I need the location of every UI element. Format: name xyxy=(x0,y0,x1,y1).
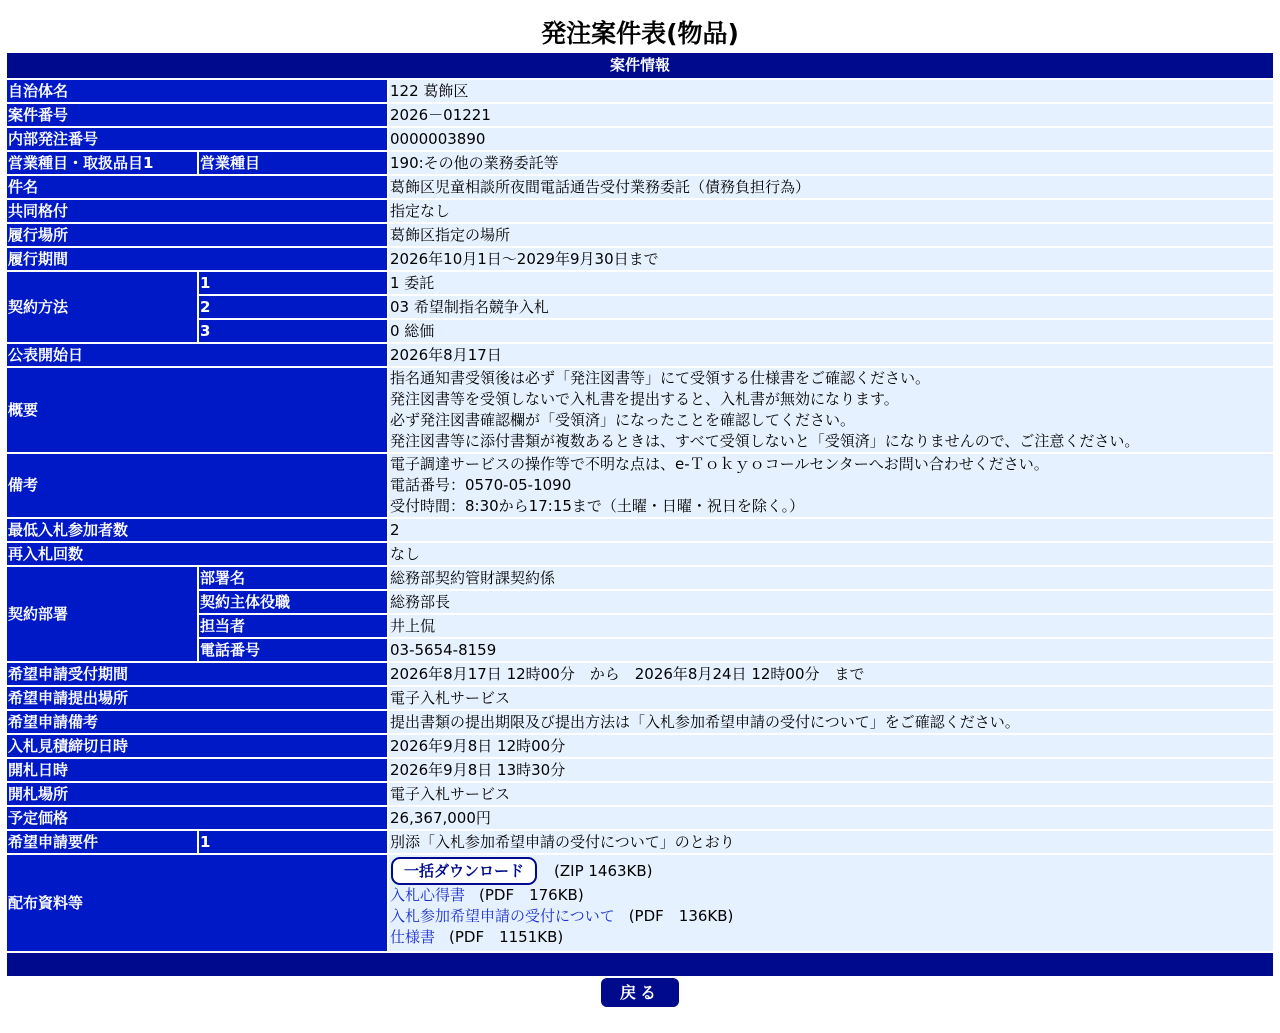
sublabel-contract-method: 2 xyxy=(197,296,387,318)
file-size: (PDF 176KB) xyxy=(479,886,584,904)
row-rebid-count xyxy=(7,543,1273,565)
value-rebid-count: なし xyxy=(387,543,1273,565)
label-place: 履行場所 xyxy=(7,224,387,246)
value-app-requirements: 別添「入札参加希望申請の受付について」のとおり xyxy=(387,831,1273,853)
remarks-line: 受付時間：8:30から17:15まで（土曜・日曜・祝日を除く。） xyxy=(390,497,805,515)
value-contract-method: 03 希望制指名競争入札 xyxy=(387,296,1273,318)
file-link-application-guide[interactable]: 入札参加希望申請の受付について xyxy=(390,907,615,925)
case-info-panel xyxy=(7,51,1273,976)
row-contract-method-2 xyxy=(7,296,1273,318)
value-contract-method: 1 委託 xyxy=(387,272,1273,294)
download-line xyxy=(390,855,1272,885)
value-app-place: 電子入札サービス xyxy=(387,687,1273,709)
zip-size: (ZIP 1463KB) xyxy=(554,862,653,880)
label-joint-rating: 共同格付 xyxy=(7,200,387,222)
row-bid-deadline xyxy=(7,735,1273,757)
section-header: 案件情報 xyxy=(7,53,1273,78)
value-dept-phone: 03-5654-8159 xyxy=(387,639,1273,661)
page-title: 発注案件表(物品) xyxy=(541,19,739,48)
row-opening-place xyxy=(7,783,1273,805)
value-business-type: 190:その他の業務委託等 xyxy=(387,152,1273,174)
row-place xyxy=(7,224,1273,246)
remarks-line: 電話番号：0570-05-1090 xyxy=(390,476,572,494)
case-info-table xyxy=(7,51,1273,953)
label-materials: 配布資料等 xyxy=(7,855,387,951)
value-case-number: 2026－01221 xyxy=(387,104,1273,126)
row-overview xyxy=(7,368,1273,452)
file-link-specification[interactable]: 仕様書 xyxy=(390,928,436,946)
label-case-number: 案件番号 xyxy=(7,104,387,126)
row-contract-method-1 xyxy=(7,272,1273,294)
value-opening-place: 電子入札サービス xyxy=(387,783,1273,805)
footer-band xyxy=(7,953,1273,976)
value-app-period: 2026年8月17日 12時00分 から 2026年8月24日 12時00分 まで xyxy=(387,663,1273,685)
row-business-type xyxy=(7,152,1273,174)
row-app-remarks xyxy=(7,711,1273,733)
row-subject xyxy=(7,176,1273,198)
row-opening-datetime xyxy=(7,759,1273,781)
label-overview: 概要 xyxy=(7,368,387,452)
row-publish-date xyxy=(7,344,1273,366)
value-place: 葛飾区指定の場所 xyxy=(387,224,1273,246)
label-app-requirements: 希望申請要件 xyxy=(7,831,197,853)
file-item xyxy=(390,927,1272,948)
file-link-bid-guidelines[interactable]: 入札心得書 xyxy=(390,886,466,904)
value-publish-date: 2026年8月17日 xyxy=(387,344,1273,366)
row-period xyxy=(7,248,1273,270)
value-remarks xyxy=(387,454,1273,517)
overview-line: 発注図書等に添付書類が複数あるときは、すべて受領しないと「受領済」になりませんので、ご注意ください。 xyxy=(390,432,1140,450)
value-estimated-price: 26,367,000円 xyxy=(387,807,1273,829)
value-dept-name: 総務部契約管財課契約係 xyxy=(387,567,1273,589)
value-municipality: 122 葛飾区 xyxy=(387,80,1273,102)
overview-line: 発注図書等を受領しないで入札書を提出すると、入札書が無効になります。 xyxy=(390,390,899,408)
sublabel-contract-method: 1 xyxy=(197,272,387,294)
value-dept-title: 総務部長 xyxy=(387,591,1273,613)
label-business-type: 営業種目・取扱品目1 xyxy=(7,152,197,174)
value-contract-method: 0 総価 xyxy=(387,320,1273,342)
label-bid-deadline: 入札見積締切日時 xyxy=(7,735,387,757)
value-subject: 葛飾区児童相談所夜間電話通告受付業務委託（債務負担行為） xyxy=(387,176,1273,198)
file-size: (PDF 1151KB) xyxy=(449,928,564,946)
row-app-place xyxy=(7,687,1273,709)
back-button[interactable]: 戻る xyxy=(601,978,679,1007)
row-internal-order xyxy=(7,128,1273,150)
row-estimated-price xyxy=(7,807,1273,829)
value-internal-order: 0000003890 xyxy=(387,128,1273,150)
value-joint-rating: 指定なし xyxy=(387,200,1273,222)
sublabel-dept-title: 契約主体役職 xyxy=(197,591,387,613)
row-contract-dept-2 xyxy=(7,591,1273,613)
value-overview xyxy=(387,368,1273,452)
label-app-place: 希望申請提出場所 xyxy=(7,687,387,709)
value-app-remarks: 提出書類の提出期限及び提出方法は「入札参加希望申請の受付について」をご確認ください。 xyxy=(387,711,1273,733)
label-opening-datetime: 開札日時 xyxy=(7,759,387,781)
row-app-period xyxy=(7,663,1273,685)
file-size: (PDF 136KB) xyxy=(628,907,734,925)
row-joint-rating xyxy=(7,200,1273,222)
label-min-participants: 最低入札参加者数 xyxy=(7,519,387,541)
value-min-participants: 2 xyxy=(387,519,1273,541)
row-contract-dept-3 xyxy=(7,615,1273,637)
row-remarks xyxy=(7,454,1273,517)
overview-line: 必ず発注図書確認欄が「受領済」になったことを確認してください。 xyxy=(390,411,856,429)
row-contract-method-3 xyxy=(7,320,1273,342)
label-rebid-count: 再入札回数 xyxy=(7,543,387,565)
value-materials xyxy=(387,855,1273,951)
row-materials xyxy=(7,855,1273,951)
label-subject: 件名 xyxy=(7,176,387,198)
label-contract-method: 契約方法 xyxy=(7,272,197,342)
sublabel-app-requirements: 1 xyxy=(197,831,387,853)
label-publish-date: 公表開始日 xyxy=(7,344,387,366)
sublabel-dept-phone: 電話番号 xyxy=(197,639,387,661)
remarks-line: 電子調達サービスの操作等で不明な点は、e-Ｔｏｋｙｏコールセンターへお問い合わせください。 xyxy=(390,455,1049,473)
row-contract-dept-4 xyxy=(7,639,1273,661)
label-app-remarks: 希望申請備考 xyxy=(7,711,387,733)
row-contract-dept-1 xyxy=(7,567,1273,589)
value-period: 2026年10月1日～2029年9月30日まで xyxy=(387,248,1273,270)
value-dept-person: 井上侃 xyxy=(387,615,1273,637)
file-item xyxy=(390,885,1272,906)
sublabel-business-type: 営業種目 xyxy=(197,152,387,174)
label-estimated-price: 予定価格 xyxy=(7,807,387,829)
row-min-participants xyxy=(7,519,1273,541)
label-contract-dept: 契約部署 xyxy=(7,567,197,661)
label-remarks: 備考 xyxy=(7,454,387,517)
row-app-requirements xyxy=(7,831,1273,853)
value-bid-deadline: 2026年9月8日 12時00分 xyxy=(387,735,1273,757)
value-opening-datetime: 2026年9月8日 13時30分 xyxy=(387,759,1273,781)
row-municipality xyxy=(7,80,1273,102)
row-case-number xyxy=(7,104,1273,126)
sublabel-dept-person: 担当者 xyxy=(197,615,387,637)
label-internal-order: 内部発注番号 xyxy=(7,128,387,150)
sublabel-contract-method: 3 xyxy=(197,320,387,342)
file-item xyxy=(390,906,1272,927)
label-period: 履行期間 xyxy=(7,248,387,270)
sublabel-dept-name: 部署名 xyxy=(197,567,387,589)
label-opening-place: 開札場所 xyxy=(7,783,387,805)
back-area xyxy=(0,978,1280,1007)
overview-line: 指名通知書受領後は必ず「発注図書等」にて受領する仕様書をご確認ください。 xyxy=(390,369,931,387)
label-app-period: 希望申請受付期間 xyxy=(7,663,387,685)
label-municipality: 自治体名 xyxy=(7,80,387,102)
bulk-download-button[interactable]: 一括ダウンロード xyxy=(391,857,537,885)
